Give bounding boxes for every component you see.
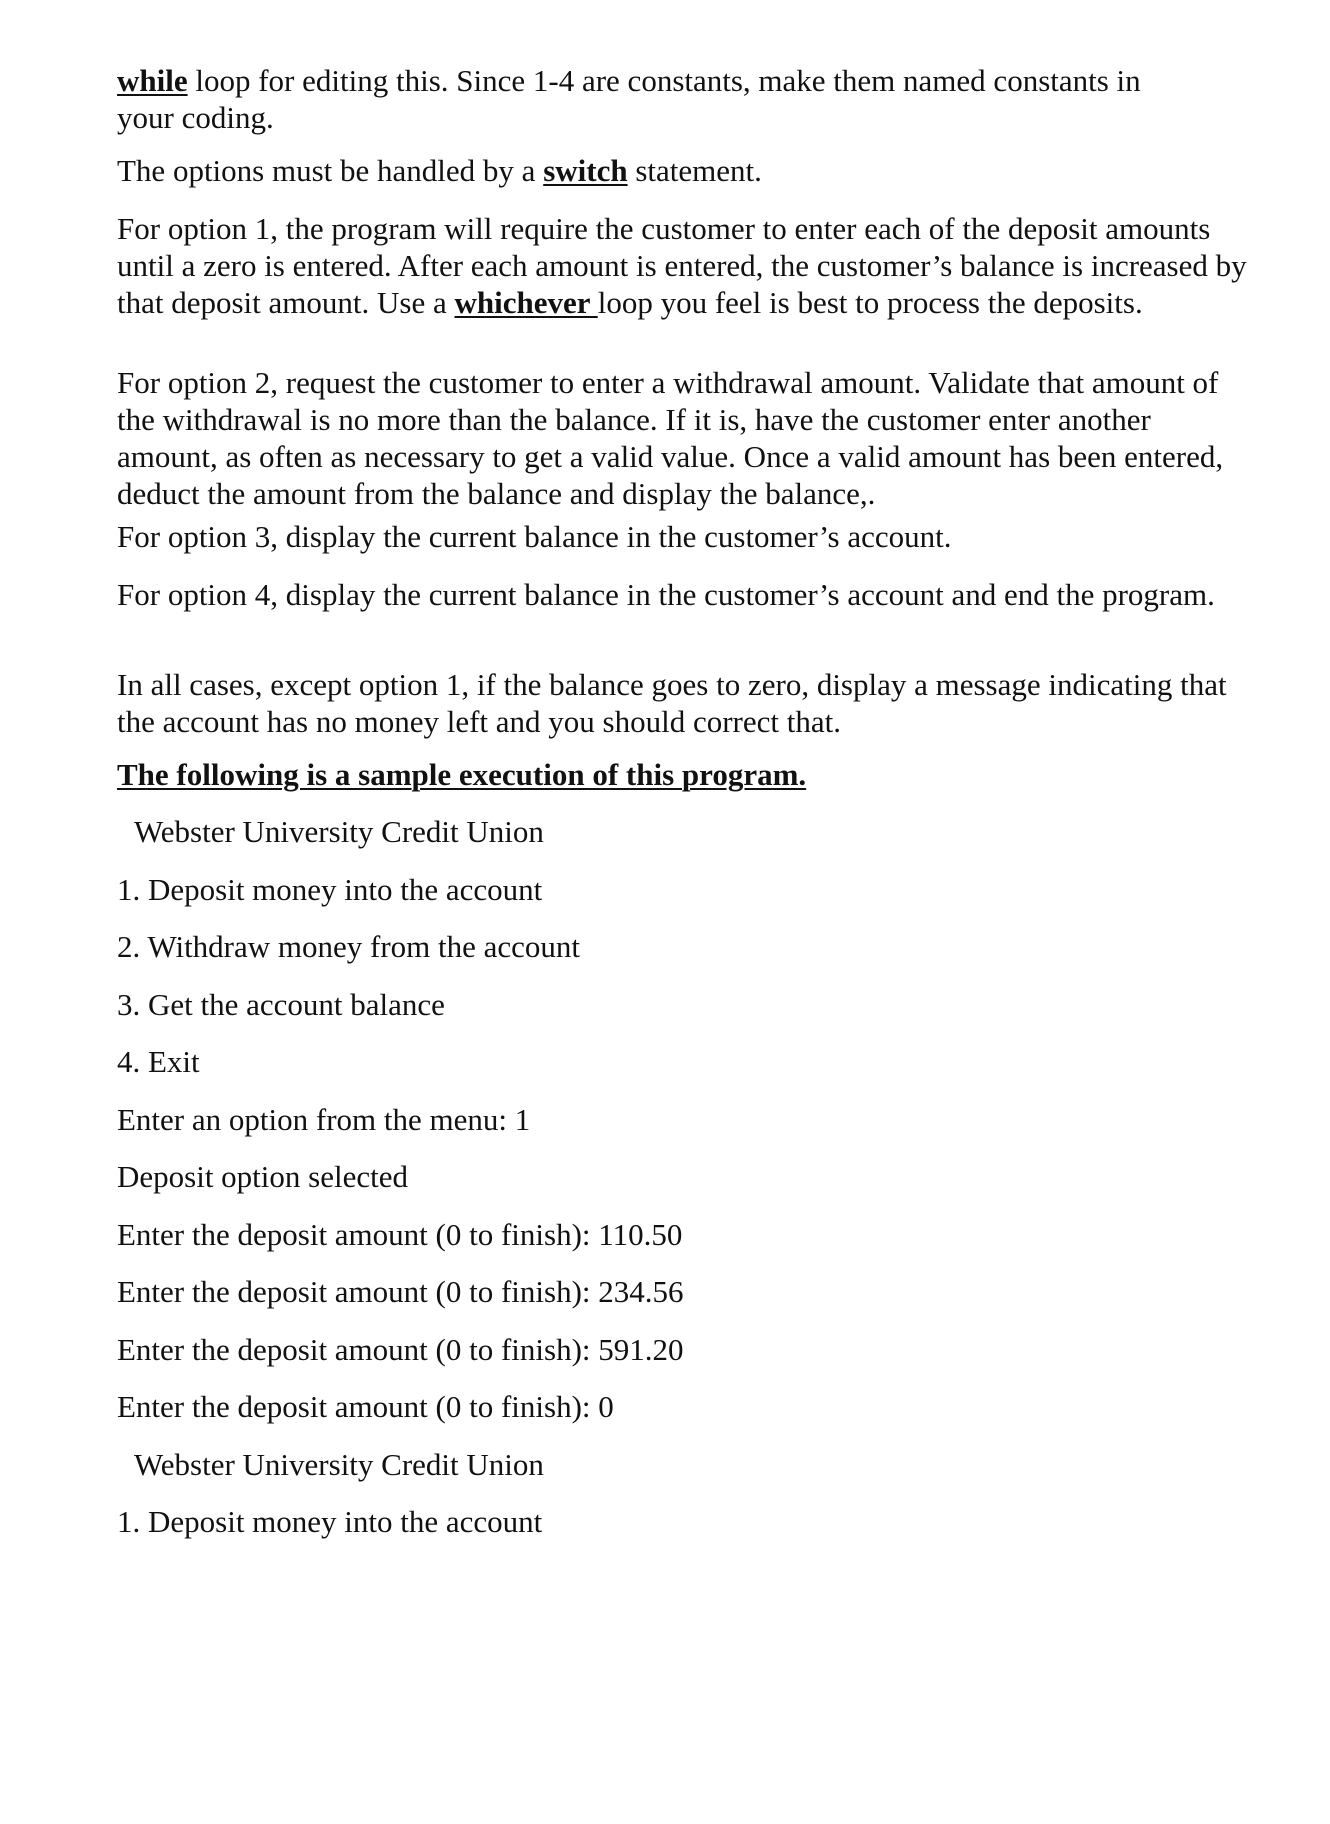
- sample-deposit-4: Enter the deposit amount (0 to finish): 0: [117, 1389, 614, 1424]
- sample-heading: [117, 756, 1247, 793]
- option4-paragraph: For option 4, display the current balance in the customer’s account and end the program.: [117, 577, 1215, 612]
- sample-menu-repeat-item-1: 1. Deposit money into the account: [117, 1504, 543, 1539]
- sample-menu-item-4: 4. Exit: [117, 1044, 200, 1079]
- option1-paragraph: [117, 210, 1247, 321]
- sample-menu-item-3: 3. Get the account balance: [117, 987, 445, 1022]
- sample-selected: Deposit option selected: [117, 1159, 408, 1194]
- while-keyword: while: [117, 63, 188, 98]
- switch-text-before: The options must be handled by a: [117, 153, 544, 188]
- sample-title-repeat: Webster University Credit Union: [134, 1447, 544, 1482]
- option1-text-b: loop you feel is best to process the deposits.: [597, 285, 1143, 320]
- switch-paragraph: [117, 152, 1247, 189]
- sample-menu-item-2: 2. Withdraw money from the account: [117, 929, 581, 964]
- switch-keyword: switch: [543, 153, 628, 188]
- sample-deposit-3: Enter the deposit amount (0 to finish): 591.20: [117, 1332, 684, 1367]
- option1-text-a: For option 1, the program will require the customer to enter each of the deposit amounts until a zero is entered. After each amount is entered, the customer’s balance is increased by that deposit amount. Use a: [117, 211, 1247, 320]
- intro-line1: loop for editing this. Since 1-4 are constants, make them named constants in: [187, 63, 1141, 98]
- sample-deposit-2: Enter the deposit amount (0 to finish): 234.56: [117, 1274, 684, 1309]
- whichever-keyword: whichever: [454, 285, 598, 320]
- intro-paragraph: [117, 62, 1247, 136]
- option2-paragraph: For option 2, request the customer to enter a withdrawal amount. Validate that amount of the withdrawal is no more than the balance. If it is, have the customer enter another amount, as often as necessary to get a valid value. Once a valid amount has been entered, deduct the amount from the balance and display the balance,.: [117, 365, 1224, 511]
- sample-deposit-1: Enter the deposit amount (0 to finish): 110.50: [117, 1217, 683, 1252]
- sample-prompt: Enter an option from the menu: 1: [117, 1102, 531, 1137]
- switch-text-after: statement.: [627, 153, 762, 188]
- sample-heading-text: The following is a sample execution of this program.: [117, 757, 807, 792]
- intro-line2: your coding.: [117, 100, 274, 135]
- option3-paragraph: For option 3, display the current balance in the customer’s account.: [117, 519, 952, 554]
- sample-title: Webster University Credit Union: [134, 814, 544, 849]
- sample-menu-item-1: 1. Deposit money into the account: [117, 872, 543, 907]
- all-cases-paragraph: In all cases, except option 1, if the balance goes to zero, display a message indicating that the account has no money left and you should correct that.: [117, 667, 1227, 739]
